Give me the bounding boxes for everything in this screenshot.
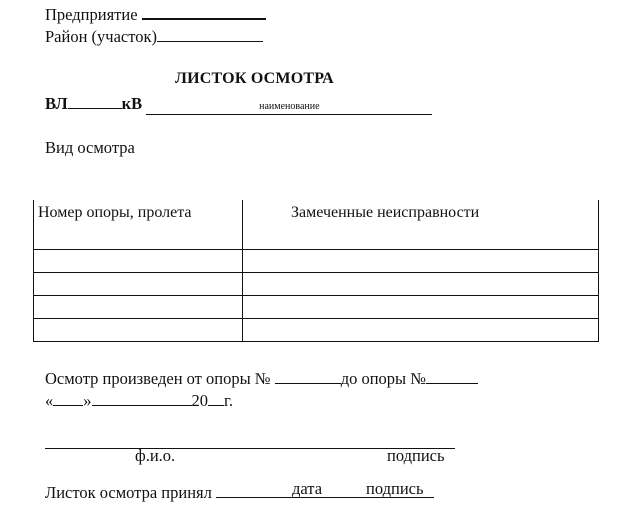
table-header-row [34, 200, 599, 250]
defects-table [33, 200, 599, 342]
date-label: дата [292, 479, 323, 498]
page-title: ЛИСТОК ОСМОТРА [175, 70, 334, 87]
table-row [34, 250, 599, 273]
table-row [34, 273, 599, 296]
table-cell-pole[interactable] [34, 296, 243, 319]
fio-signature-line [45, 434, 455, 465]
century-label: 20 [191, 391, 208, 410]
enterprise-field[interactable] [142, 3, 266, 20]
column-header-defects: Замеченные неисправности [243, 200, 599, 250]
vl-voltage-field[interactable] [68, 93, 122, 109]
column-header-pole: Номер опоры, пролета [34, 200, 243, 250]
month-field[interactable] [92, 390, 192, 406]
table-cell-pole[interactable] [34, 273, 243, 296]
from-pole-field[interactable] [275, 368, 341, 384]
date-close-quote: » [83, 391, 92, 410]
inspection-from-label: Осмотр произведен от опоры № [45, 369, 271, 388]
table-cell-defects[interactable] [243, 273, 599, 296]
accepted-line [45, 481, 434, 503]
vl-name-hint: наименование [259, 101, 320, 112]
district-field[interactable] [157, 26, 263, 42]
date-line [45, 390, 233, 411]
table-cell-pole[interactable] [34, 319, 243, 342]
enterprise-line [45, 3, 266, 25]
year-field[interactable] [208, 390, 224, 406]
district-label: Район (участок) [45, 27, 157, 46]
table-cell-defects[interactable] [243, 296, 599, 319]
table-cell-defects[interactable] [243, 319, 599, 342]
table-cell-defects[interactable] [243, 250, 599, 273]
district-line [45, 26, 263, 47]
inspection-type-label: Вид осмотра [45, 138, 135, 157]
year-suffix: г. [224, 391, 234, 410]
signature-label: подпись [387, 446, 445, 465]
fio-label: ф.и.о. [135, 446, 176, 465]
table-row [34, 319, 599, 342]
to-pole-label: до опоры № [340, 369, 426, 388]
date-open-quote: « [45, 391, 54, 410]
day-field[interactable] [53, 390, 83, 406]
inspection-range-line [45, 368, 478, 389]
vl-name-field[interactable] [146, 96, 432, 115]
vl-line [45, 93, 432, 115]
table-row [34, 296, 599, 319]
accepted-field[interactable] [216, 481, 434, 498]
accepted-label: Листок осмотра принял [45, 483, 212, 502]
table-cell-pole[interactable] [34, 250, 243, 273]
vl-prefix: ВЛ [45, 94, 68, 113]
vl-unit: кВ [121, 94, 143, 113]
fio-signature-field[interactable] [45, 446, 455, 465]
enterprise-label: Предприятие [45, 5, 138, 24]
signature-label-2: подпись [366, 479, 424, 498]
to-pole-field[interactable] [426, 368, 478, 384]
